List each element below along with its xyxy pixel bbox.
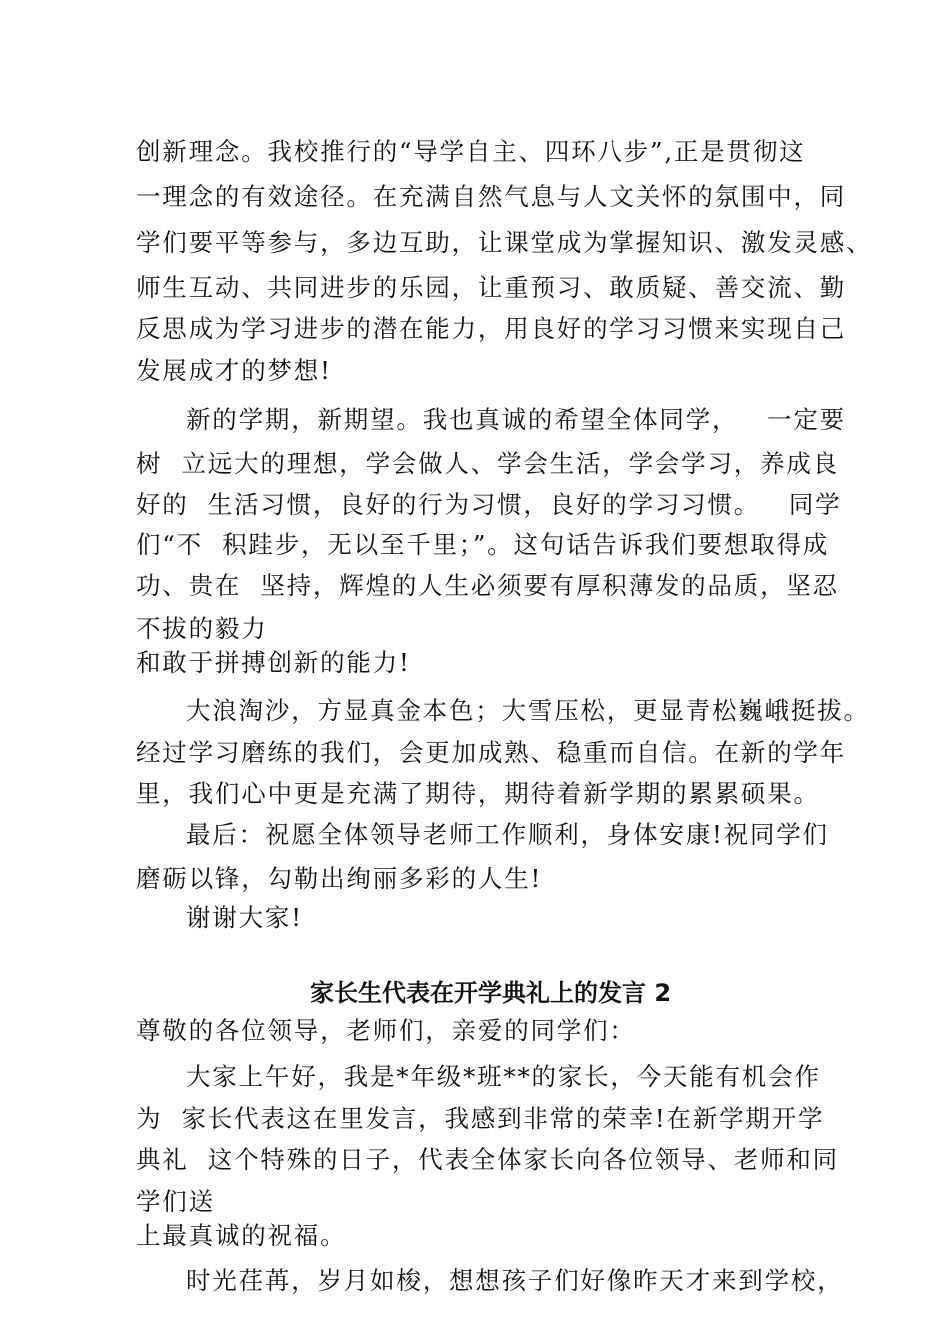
paragraph-line: 好的 生活习惯，良好的行为习惯，良好的学习习惯。 同学: [136, 490, 842, 519]
paragraph-line: 学们要平等参与，多边互助，让课堂成为掌握知识、激发灵感、: [136, 228, 873, 257]
paragraph-line: 和敢于拼搏创新的能力!: [136, 648, 411, 677]
section-title: 家长生代表在开学典礼上的发言 2: [310, 979, 672, 1007]
paragraph-line: 功、贵在 坚持，辉煌的人生必须要有厚积薄发的品质，坚忍: [136, 571, 839, 600]
paragraph-line: 经过学习磨练的我们，会更加成熟、稳重而自信。在新的学年: [136, 738, 847, 767]
paragraph-line: 里，我们心中更是充满了期待，期待着新学期的累累硕果。: [136, 779, 820, 808]
paragraph-line: 典礼 这个特殊的日子，代表全体家长向各位领导、老师和同: [136, 1145, 839, 1174]
paragraph-line: 谢谢大家!: [186, 903, 303, 932]
paragraph-line: 师生互动、共同进步的乐园，让重预习、敢质疑、善交流、勤: [136, 273, 847, 302]
paragraph-line: 大浪淘沙，方显真金本色；大雪压松，更显青松巍峨挺拔。: [186, 696, 870, 725]
paragraph-line: 时光荏苒，岁月如梭，想想孩子们好像昨天才来到学校，: [186, 1266, 844, 1295]
paragraph-line: 发展成才的梦想!: [136, 356, 332, 385]
paragraph-line: 为 家长代表这在里发言，我感到非常的荣幸!在新学期开学: [136, 1104, 825, 1133]
paragraph-line: 们“不 积跬步，无以至千里；”。这句话告诉我们要想取得成: [136, 530, 830, 559]
paragraph-line: 创新理念。我校推行的“导学自主、四环八步”,正是贯彻这: [136, 137, 806, 166]
paragraph-line: 大家上午好，我是*年级*班**的家长，今天能有机会作: [186, 1062, 821, 1091]
paragraph-line: 学们送: [136, 1187, 215, 1216]
paragraph-line: 上最真诚的祝福。: [136, 1221, 347, 1250]
greeting-line: 尊敬的各位领导，老师们，亲爱的同学们：: [136, 1016, 636, 1045]
paragraph-line: 不拔的毅力: [136, 614, 268, 643]
paragraph-line: 一理念的有效途径。在充满自然气息与人文关怀的氛围中，同: [136, 182, 847, 211]
paragraph-line: 磨砺以锋，勾勒出绚丽多彩的人生!: [136, 864, 543, 893]
paragraph-line: 最后：祝愿全体领导老师工作顺利，身体安康!祝同学们: [186, 820, 829, 849]
paragraph-line: 树 立远大的理想，学会做人、学会生活，学会学习，养成良: [136, 449, 839, 478]
paragraph-line: 新的学期，新期望。我也真诚的希望全体同学， 一定要: [186, 405, 846, 434]
paragraph-line: 反思成为学习进步的潜在能力，用良好的学习习惯来实现自己: [136, 314, 847, 343]
